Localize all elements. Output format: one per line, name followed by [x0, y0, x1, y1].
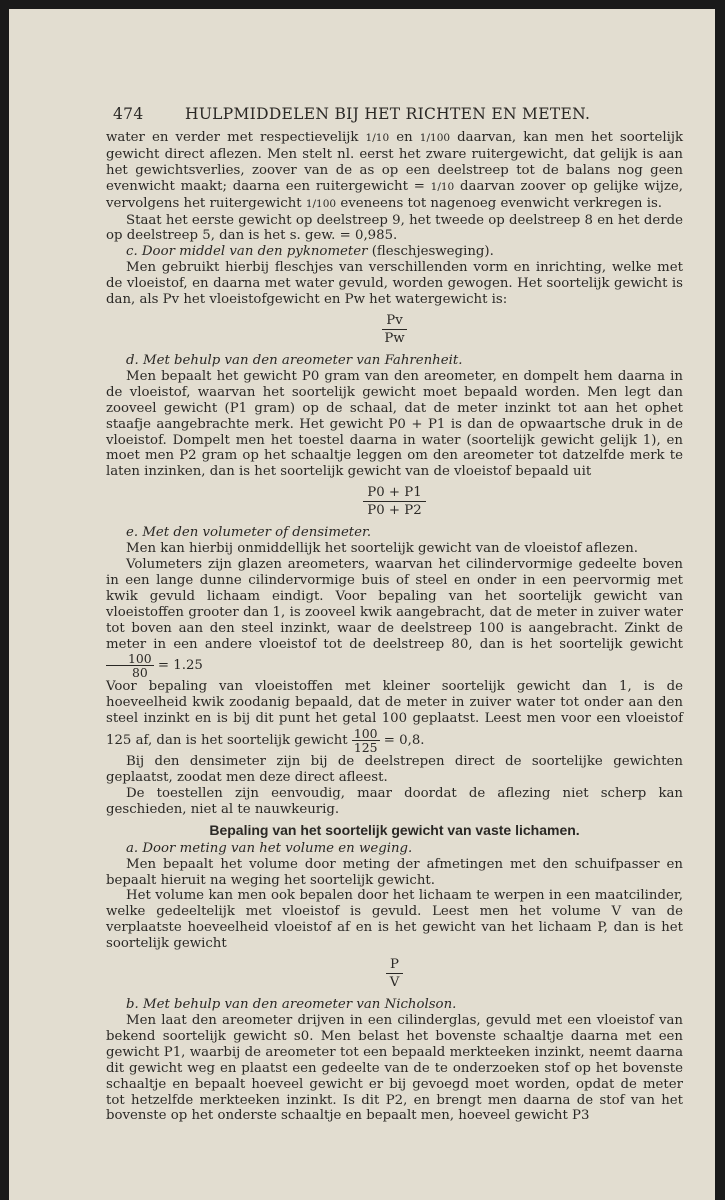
paragraph: Men bepaalt het volume door meting der afmetingen met den schuifpasser en bepaalt hieruit na weging het soortelijk gewicht.	[106, 856, 683, 888]
formula-pv-pw: Pv Pw	[106, 312, 683, 347]
paragraph: Men laat den areometer drijven in een cilinderglas, gevuld met een vloeistof van bekend soortelijk gewicht s0. Men belast het bovenste schaaltje daarna met een gewicht P1, waarbij de areometer tot een bepaald merkteeken inzinkt, neemt daarna dit gewicht weg en plaatst een gedeelte van de te onderzoeken stof op het bovenste schaaltje en bepaalt hoeveel gewicht er bij gevoegd moet worden, opdat de meter tot hetzelfde merkteeken inzinkt. Is dit P2, en brengt men daarna de stof van het bovenste op het onderste schaaltje en bepaalt men, hoeveel gewicht P3	[106, 1012, 683, 1124]
paragraph: Het volume kan men ook bepalen door het lichaam te werpen in een maatcilinder, welke gedeeltelijk met vloeistof is gevuld. Leest men het volume V van de verplaatste hoeveelheid vloeistof af en is het gewicht van het lichaam P, dan is het soortelijk gewicht	[106, 888, 683, 952]
section-a-title: a. Door meting van het volume en weging.	[126, 840, 413, 856]
paragraph: Voor bepaling van vloeistoffen met kleiner soortelijk gewicht dan 1, is de hoeveelheid kwik zoodanig bepaald, dat de meter in zuiver water tot onder aan den steel inzinkt en is bij dit punt het getal 100 geplaatst. Leest men voor een vloeistof 125 af, dan is het soortelijk gewicht $\frac{100}{125}$ = 0,8.	[106, 679, 683, 756]
fraction-100-80: $\frac{100}{80}$	[106, 652, 154, 679]
paragraph: De toestellen zijn eenvoudig, maar doordat de aflezing niet scherp kan geschieden, niet al te nauwkeurig.	[106, 786, 683, 817]
paragraph: Men kan hierbij onmiddellijk het soortelijk gewicht van de vloeistof aflezen.	[126, 541, 638, 557]
paragraph: Men bepaalt het gewicht P0 gram van den areometer, en dompelt hem daarna in de vloeistof, waarvan het soortelijk gewicht moet bepaald worden. Men legt dan zooveel gewicht (P1 gram) op de schaal, dat de meter inzinkt tot aan het ophet staafje aangebrachte merk. Het gewicht P0 + P1 is dan de opwaartsche druk in de vloeistof. Dompelt men het toestel daarna in water (soortelijk gewicht gelijk 1), en moet men P2 gram op het schaaltje leggen om den areometer tot datzelfde merk te laten inzinken, dan is het soortelijk gewicht van de vloeistof bepaald uit	[106, 368, 683, 480]
book-page	[9, 9, 715, 1200]
section-c-title: c. Door middel van den pyknometer (fleschjesweging).	[126, 244, 494, 260]
section-d-title: d. Met behulp van den areometer van Fahrenheit.	[126, 352, 463, 368]
running-title: HULPMIDDELEN BIJ HET RICHTEN EN METEN.	[185, 105, 591, 123]
paragraph: water en verder met respectievelijk 1/10 en 1/100 daarvan, kan men het soortelijk gewicht direct aflezen. Men stelt nl. eerst het zware ruitergewicht, dat gelijk is aan het gewichtsverlies, zoover van de as op een deelstreep tot de balans nog geen evenwicht maakt; daarna een ruitergewicht = 1/10 daarvan zoover op gelijke wijze, vervolgens het ruitergewicht 1/100 eveneens tot nagenoeg evenwicht verkregen is.	[106, 130, 683, 211]
paragraph: Volumeters zijn glazen areometers, waarvan het cilindervormige gedeelte boven in een lange dunne cilindervormige buis of steel en onder in een peervormig met kwik gevuld lichaam eindigt. Voor bepaling van het soortelijk gewicht van vloeistoffen grooter dan 1, is zooveel kwik aangebracht, dat de meter in zuiver water tot boven aan den steel inzinkt, waar de deelstreep 100 is aangebracht. Zinkt de meter in een andere vloeistof tot de deelstreep 80, dan is het soortelijk gewicht $\frac{100}{80}$ = 1.25	[106, 557, 683, 681]
fraction-100-125: $\frac{100}{125}$	[353, 726, 378, 756]
paragraph: Bij den densimeter zijn bij de deelstrepen direct de soortelijke gewichten geplaatst, zoodat men deze direct afleest.	[106, 754, 683, 786]
page-number: 474	[113, 105, 144, 123]
paragraph: Men gebruikt hierbij fleschjes van verschillenden vorm en inrichting, welke met de vloeistof, en daarna met water gevuld, worden gewogen. Het soortelijk gewicht is dan, als Pv het vloeistofgewicht en Pw het watergewicht is:	[106, 260, 683, 308]
section-heading: Bepaling van het soortelijk gewicht van vaste lichamen.	[209, 821, 580, 838]
section-e-title: e. Met den volumeter of densimeter.	[126, 525, 372, 541]
formula-fahrenheit: P0 + P1 P0 + P2	[106, 484, 683, 519]
formula-p-v: P V	[106, 956, 683, 991]
page-body	[106, 130, 683, 1124]
section-b-title: b. Met behulp van den areometer van Nicholson.	[126, 997, 457, 1013]
paragraph: Staat het eerste gewicht op deelstreep 9, het tweede op deelstreep 8 en het derde op deelstreep 5, dan is het s. gew. = 0,985.	[106, 212, 683, 244]
